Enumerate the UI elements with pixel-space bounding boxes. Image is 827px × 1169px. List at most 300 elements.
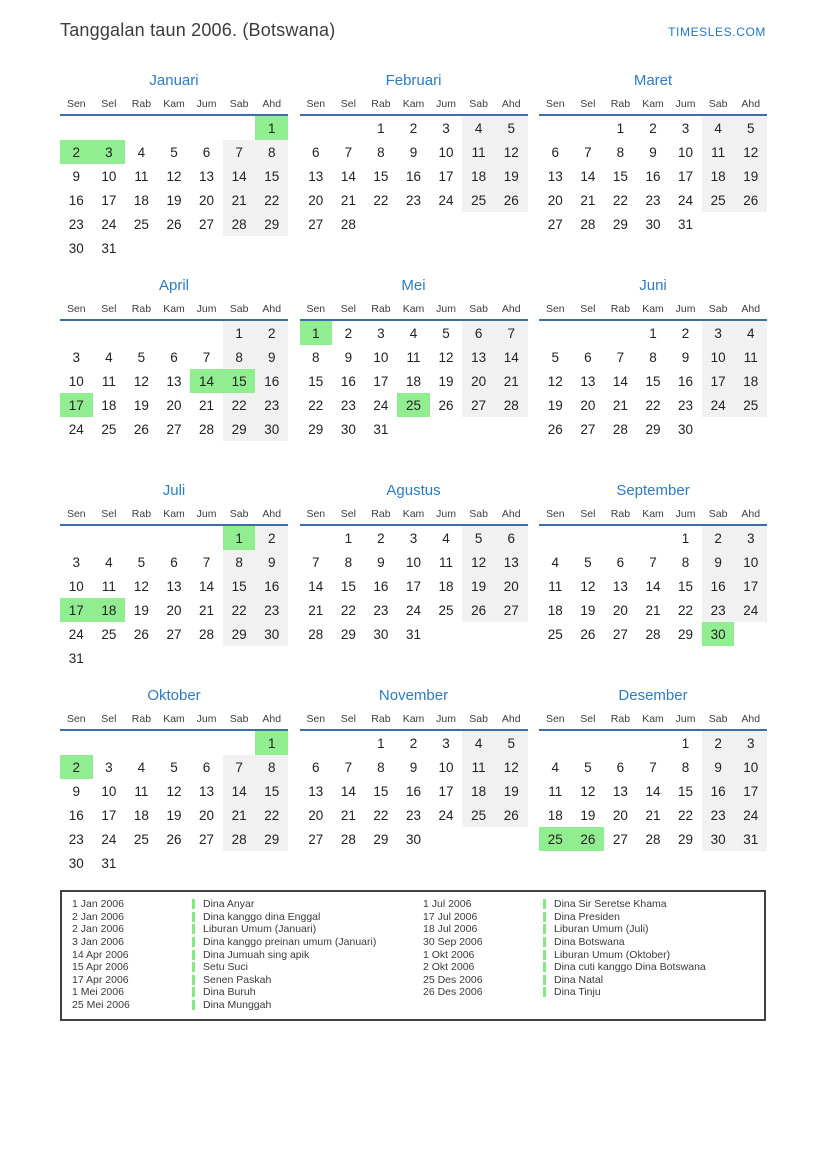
day-cell: 26 xyxy=(166,216,182,232)
weekday-label: Sen xyxy=(66,98,86,110)
empty-day-cell xyxy=(223,851,256,875)
empty-day-cell xyxy=(734,236,767,260)
day-cell: 27 xyxy=(199,831,215,847)
weekday-label: Sen xyxy=(306,713,326,725)
empty-day-cell xyxy=(462,441,495,465)
day-cell: 16 xyxy=(255,574,288,598)
day-cell: 2 xyxy=(255,526,288,550)
legend-row xyxy=(72,911,413,924)
empty-day-cell xyxy=(572,236,605,260)
day-cell: 18 xyxy=(702,164,735,188)
day-cell: 27 xyxy=(462,393,495,417)
legend-row xyxy=(423,898,764,911)
holiday-name: Dina Natal xyxy=(554,973,604,986)
weekday-label: Rab xyxy=(610,508,631,520)
empty-day-cell xyxy=(125,116,158,140)
empty-day-cell xyxy=(255,646,288,670)
day-cell: 13 xyxy=(166,578,182,594)
weeks-grid xyxy=(60,116,288,260)
day-cell: 14 xyxy=(580,168,596,184)
day-cell: 5 xyxy=(551,349,560,365)
day-cell: 10 xyxy=(101,783,117,799)
day-cell: 14 xyxy=(495,345,528,369)
page-header xyxy=(60,0,766,41)
holiday-tick-icon xyxy=(543,962,546,972)
day-cell: 22 xyxy=(223,598,256,622)
day-cell: 18 xyxy=(438,578,454,594)
day-cell: 7 xyxy=(202,349,211,365)
day-cell: 24 xyxy=(68,421,84,437)
day-cell: 26 xyxy=(133,626,149,642)
holiday-tick-icon xyxy=(192,975,195,985)
empty-day-cell xyxy=(300,116,333,140)
day-cell: 3 xyxy=(72,554,81,570)
day-cell: 7 xyxy=(223,755,256,779)
day-cell: 22 xyxy=(373,192,389,208)
day-cell: 24 xyxy=(405,602,421,618)
empty-day-cell xyxy=(539,526,572,550)
day-cell: 3 xyxy=(442,735,450,751)
day-cell: 2 xyxy=(409,120,418,136)
day-cell: 10 xyxy=(68,578,84,594)
weekday-label: Jum xyxy=(675,303,696,315)
day-cell: 4 xyxy=(105,349,113,365)
weekday-label: Sel xyxy=(101,303,117,315)
day-cell: 21 xyxy=(580,192,596,208)
day-cell: 21 xyxy=(612,397,628,413)
weekday-header-row xyxy=(60,97,288,116)
day-cell: 31 xyxy=(405,626,421,642)
day-cell: 20 xyxy=(166,397,182,413)
day-cell: 17 xyxy=(60,598,93,622)
weekday-label: Sel xyxy=(340,508,356,520)
day-cell: 15 xyxy=(645,373,661,389)
day-cell: 12 xyxy=(734,140,767,164)
day-cell: 11 xyxy=(548,783,563,799)
day-cell: 22 xyxy=(340,602,356,618)
day-cell: 9 xyxy=(409,144,418,160)
day-cell: 2 xyxy=(702,526,735,550)
day-cell: 15 xyxy=(678,783,694,799)
empty-day-cell xyxy=(158,731,191,755)
day-cell: 9 xyxy=(649,144,657,160)
holiday-date: 3 Jan 2006 xyxy=(72,936,124,949)
day-cell: 4 xyxy=(734,321,767,345)
weekday-label: Kam xyxy=(163,98,185,110)
day-cell: 6 xyxy=(584,349,592,365)
weekday-label: Jum xyxy=(675,713,696,725)
month-september xyxy=(539,482,767,670)
day-cell: 7 xyxy=(495,321,528,345)
empty-day-cell xyxy=(255,236,288,260)
day-cell: 27 xyxy=(308,831,324,847)
empty-day-cell xyxy=(702,441,735,465)
day-cell: 23 xyxy=(340,397,356,413)
day-cell: 29 xyxy=(255,827,288,851)
day-cell: 22 xyxy=(373,807,389,823)
day-cell: 30 xyxy=(68,240,84,256)
weekday-header-row xyxy=(539,302,767,321)
empty-day-cell xyxy=(495,622,528,646)
weekday-label: Kam xyxy=(642,508,664,520)
day-cell: 5 xyxy=(137,349,146,365)
day-cell: 19 xyxy=(580,602,596,618)
day-cell: 5 xyxy=(495,116,528,140)
day-cell: 16 xyxy=(678,373,694,389)
day-cell: 15 xyxy=(255,779,288,803)
empty-day-cell xyxy=(539,441,572,465)
empty-day-cell xyxy=(604,236,637,260)
holiday-name: Dina Jumuah sing apik xyxy=(203,948,310,961)
month-april xyxy=(60,277,288,465)
empty-day-cell xyxy=(190,526,223,550)
empty-day-cell xyxy=(604,731,637,755)
month-title: Desember xyxy=(618,687,688,704)
day-cell: 23 xyxy=(405,192,421,208)
day-cell: 16 xyxy=(645,168,661,184)
legend-row xyxy=(72,936,413,949)
weekday-label: Sen xyxy=(66,303,86,315)
empty-day-cell xyxy=(495,646,528,670)
weekday-label: Sen xyxy=(545,98,565,110)
day-cell: 11 xyxy=(134,168,149,184)
day-cell: 19 xyxy=(547,397,563,413)
empty-day-cell xyxy=(60,116,93,140)
day-cell: 23 xyxy=(702,803,735,827)
day-cell: 24 xyxy=(101,216,117,232)
weekday-label: Ahd xyxy=(501,713,521,725)
day-cell: 3 xyxy=(734,526,767,550)
day-cell: 24 xyxy=(101,831,117,847)
day-cell: 18 xyxy=(547,807,563,823)
day-cell: 18 xyxy=(93,598,126,622)
legend-row xyxy=(72,986,413,999)
weekday-label: Rab xyxy=(131,98,152,110)
holiday-tick-icon xyxy=(543,912,546,922)
day-cell: 11 xyxy=(101,578,116,594)
day-cell: 5 xyxy=(137,554,146,570)
holiday-date: 18 Jul 2006 xyxy=(423,923,478,936)
empty-day-cell xyxy=(332,646,365,670)
day-cell: 17 xyxy=(438,168,454,184)
empty-day-cell xyxy=(93,526,126,550)
weekday-header-row xyxy=(539,712,767,731)
day-cell: 27 xyxy=(166,421,182,437)
day-cell: 10 xyxy=(438,144,454,160)
empty-day-cell xyxy=(397,441,430,465)
day-cell: 21 xyxy=(223,803,256,827)
day-cell: 18 xyxy=(734,369,767,393)
holiday-legend xyxy=(60,890,766,1021)
day-cell: 27 xyxy=(612,626,628,642)
day-cell: 9 xyxy=(255,550,288,574)
empty-day-cell xyxy=(734,441,767,465)
weekday-label: Sab xyxy=(229,508,249,520)
weekday-label: Sel xyxy=(101,713,117,725)
month-title: Maret xyxy=(633,72,673,89)
holiday-tick-icon xyxy=(543,975,546,985)
holiday-name: Dina Munggah xyxy=(203,999,272,1012)
empty-day-cell xyxy=(462,236,495,260)
weekday-label: Ahd xyxy=(501,98,521,110)
weeks-grid xyxy=(60,731,288,875)
weekday-label: Jum xyxy=(196,713,217,725)
day-cell: 30 xyxy=(255,417,288,441)
day-cell: 22 xyxy=(308,397,324,413)
weekday-label: Rab xyxy=(131,713,152,725)
day-cell: 6 xyxy=(551,144,560,160)
day-cell: 5 xyxy=(734,116,767,140)
holiday-date: 30 Sep 2006 xyxy=(423,936,483,949)
weekday-label: Jum xyxy=(196,508,217,520)
day-cell: 21 xyxy=(645,807,661,823)
day-cell: 9 xyxy=(409,759,418,775)
day-cell: 27 xyxy=(580,421,596,437)
day-cell: 30 xyxy=(678,421,694,437)
empty-day-cell xyxy=(93,646,126,670)
day-cell: 17 xyxy=(101,807,117,823)
holiday-date: 1 Okt 2006 xyxy=(423,948,475,961)
day-cell: 9 xyxy=(681,349,690,365)
day-cell: 9 xyxy=(72,783,81,799)
day-cell: 11 xyxy=(406,349,421,365)
weekday-label: Sen xyxy=(306,508,326,520)
day-cell: 22 xyxy=(678,602,694,618)
holiday-tick-icon xyxy=(192,1000,195,1010)
day-cell: 10 xyxy=(438,759,454,775)
legend-row xyxy=(72,948,413,961)
holiday-date: 17 Jul 2006 xyxy=(423,910,478,923)
empty-day-cell xyxy=(223,236,256,260)
empty-day-cell xyxy=(60,441,93,465)
weekday-label: Ahd xyxy=(262,98,282,110)
month-november xyxy=(300,687,528,875)
empty-day-cell xyxy=(734,851,767,875)
empty-day-cell xyxy=(430,441,463,465)
holiday-name: Dina Presiden xyxy=(554,910,620,923)
month-title: November xyxy=(378,687,449,704)
weekday-label: Rab xyxy=(371,98,391,110)
empty-day-cell xyxy=(190,116,223,140)
day-cell: 3 xyxy=(105,759,113,775)
day-cell: 14 xyxy=(340,168,356,184)
day-cell: 30 xyxy=(405,831,421,847)
day-cell: 29 xyxy=(340,626,356,642)
day-cell: 24 xyxy=(438,192,454,208)
empty-day-cell xyxy=(430,417,463,441)
holiday-name: Dina Sir Seretse Khama xyxy=(554,898,667,911)
day-cell: 17 xyxy=(678,168,694,184)
day-cell: 10 xyxy=(734,550,767,574)
day-cell: 4 xyxy=(462,731,495,755)
day-cell: 28 xyxy=(308,626,324,642)
holiday-name: Dina cuti kanggo Dina Botswana xyxy=(554,961,706,974)
day-cell: 9 xyxy=(344,349,353,365)
empty-day-cell xyxy=(332,236,365,260)
empty-day-cell xyxy=(158,236,191,260)
empty-day-cell xyxy=(669,646,702,670)
empty-day-cell xyxy=(604,851,637,875)
empty-day-cell xyxy=(539,236,572,260)
legend-column xyxy=(413,898,764,1011)
day-cell: 13 xyxy=(166,373,182,389)
empty-day-cell xyxy=(365,851,398,875)
weeks-grid xyxy=(60,321,288,465)
empty-day-cell xyxy=(397,646,430,670)
holiday-tick-icon xyxy=(192,962,195,972)
site-link[interactable]: TIMESLES.COM xyxy=(668,25,766,39)
day-cell: 8 xyxy=(312,349,320,365)
empty-day-cell xyxy=(702,212,735,236)
weekday-label: Kam xyxy=(642,303,664,315)
empty-day-cell xyxy=(397,212,430,236)
day-cell: 7 xyxy=(649,554,657,570)
empty-day-cell xyxy=(125,321,158,345)
holiday-date: 2 Okt 2006 xyxy=(423,961,475,974)
weekday-label: Sab xyxy=(469,713,488,725)
day-cell: 6 xyxy=(202,759,211,775)
holiday-name: Dina Tinju xyxy=(554,986,601,999)
day-cell: 24 xyxy=(373,397,389,413)
day-cell: 17 xyxy=(702,369,735,393)
holiday-date: 2 Jan 2006 xyxy=(72,923,124,936)
month-title: September xyxy=(616,482,690,499)
day-cell: 6 xyxy=(312,759,320,775)
weeks-grid xyxy=(539,526,767,670)
holiday-date: 14 Apr 2006 xyxy=(72,948,129,961)
weekday-header-row xyxy=(539,97,767,116)
empty-day-cell xyxy=(734,622,767,646)
empty-day-cell xyxy=(255,441,288,465)
day-cell: 27 xyxy=(199,216,215,232)
day-cell: 26 xyxy=(438,397,454,413)
day-cell: 28 xyxy=(612,421,628,437)
day-cell: 24 xyxy=(734,803,767,827)
empty-day-cell xyxy=(495,236,528,260)
day-cell: 6 xyxy=(616,554,625,570)
day-cell: 1 xyxy=(300,321,333,345)
empty-day-cell xyxy=(604,526,637,550)
day-cell: 5 xyxy=(442,325,450,341)
empty-day-cell xyxy=(572,646,605,670)
month-title: Februari xyxy=(385,72,442,89)
empty-day-cell xyxy=(300,851,333,875)
day-cell: 26 xyxy=(734,188,767,212)
day-cell: 28 xyxy=(645,831,661,847)
empty-day-cell xyxy=(93,441,126,465)
day-cell: 21 xyxy=(199,602,215,618)
holiday-tick-icon xyxy=(543,987,546,997)
holiday-tick-icon xyxy=(192,912,195,922)
holiday-date: 26 Des 2006 xyxy=(423,986,483,999)
day-cell: 29 xyxy=(678,831,694,847)
day-cell: 7 xyxy=(344,144,353,160)
day-cell: 12 xyxy=(580,783,596,799)
weekday-label: Sab xyxy=(708,98,728,110)
empty-day-cell xyxy=(190,321,223,345)
day-cell: 21 xyxy=(645,602,661,618)
weekday-header-row xyxy=(60,507,288,526)
holiday-name: Liburan Umum (Oktober) xyxy=(554,948,671,961)
day-cell: 3 xyxy=(377,325,385,341)
day-cell: 4 xyxy=(442,530,450,546)
weekday-label: Jum xyxy=(196,98,217,110)
day-cell: 25 xyxy=(101,626,117,642)
day-cell: 18 xyxy=(133,192,149,208)
day-cell: 17 xyxy=(101,192,117,208)
day-cell: 13 xyxy=(308,783,324,799)
day-cell: 7 xyxy=(223,140,256,164)
day-cell: 16 xyxy=(405,783,421,799)
weekday-label: Ahd xyxy=(741,508,761,520)
day-cell: 1 xyxy=(255,731,288,755)
empty-day-cell xyxy=(365,441,398,465)
day-cell: 4 xyxy=(105,554,113,570)
holiday-name: Dina kanggo preinan umum (Januari) xyxy=(203,936,377,949)
empty-day-cell xyxy=(637,526,670,550)
day-cell: 18 xyxy=(462,164,495,188)
month-title: Juli xyxy=(162,482,186,499)
empty-day-cell xyxy=(462,212,495,236)
empty-day-cell xyxy=(572,851,605,875)
day-cell: 5 xyxy=(462,526,495,550)
day-cell: 17 xyxy=(373,373,389,389)
day-cell: 26 xyxy=(580,626,596,642)
day-cell: 9 xyxy=(702,550,735,574)
legend-row xyxy=(72,974,413,987)
day-cell: 25 xyxy=(438,602,454,618)
weekday-label: Ahd xyxy=(501,508,521,520)
day-cell: 14 xyxy=(190,369,223,393)
day-cell: 25 xyxy=(702,188,735,212)
day-cell: 19 xyxy=(133,397,149,413)
day-cell: 20 xyxy=(166,602,182,618)
weekday-label: Kam xyxy=(402,98,425,110)
weekday-label: Sel xyxy=(101,508,117,520)
empty-day-cell xyxy=(158,116,191,140)
day-cell: 7 xyxy=(584,144,592,160)
day-cell: 21 xyxy=(340,192,356,208)
weekday-label: Ahd xyxy=(741,98,761,110)
day-cell: 19 xyxy=(166,192,182,208)
weekday-header-row xyxy=(60,302,288,321)
month-juli xyxy=(60,482,288,670)
day-cell: 19 xyxy=(734,164,767,188)
holiday-tick-icon xyxy=(192,937,195,947)
weekday-label: Ahd xyxy=(262,303,282,315)
day-cell: 15 xyxy=(308,373,324,389)
holiday-tick-icon xyxy=(543,924,546,934)
day-cell: 14 xyxy=(612,373,628,389)
day-cell: 28 xyxy=(340,216,356,232)
day-cell: 5 xyxy=(584,554,592,570)
day-cell: 6 xyxy=(616,759,625,775)
day-cell: 9 xyxy=(72,168,81,184)
empty-day-cell xyxy=(300,526,333,550)
day-cell: 28 xyxy=(199,626,215,642)
day-cell: 4 xyxy=(551,554,560,570)
holiday-date: 17 Apr 2006 xyxy=(72,973,129,986)
day-cell: 16 xyxy=(340,373,356,389)
day-cell: 7 xyxy=(649,759,657,775)
weekday-header-row xyxy=(539,507,767,526)
day-cell: 21 xyxy=(308,602,324,618)
weekday-label: Sel xyxy=(101,98,117,110)
day-cell: 29 xyxy=(255,212,288,236)
day-cell: 12 xyxy=(495,755,528,779)
day-cell: 15 xyxy=(612,168,628,184)
empty-day-cell xyxy=(572,116,605,140)
